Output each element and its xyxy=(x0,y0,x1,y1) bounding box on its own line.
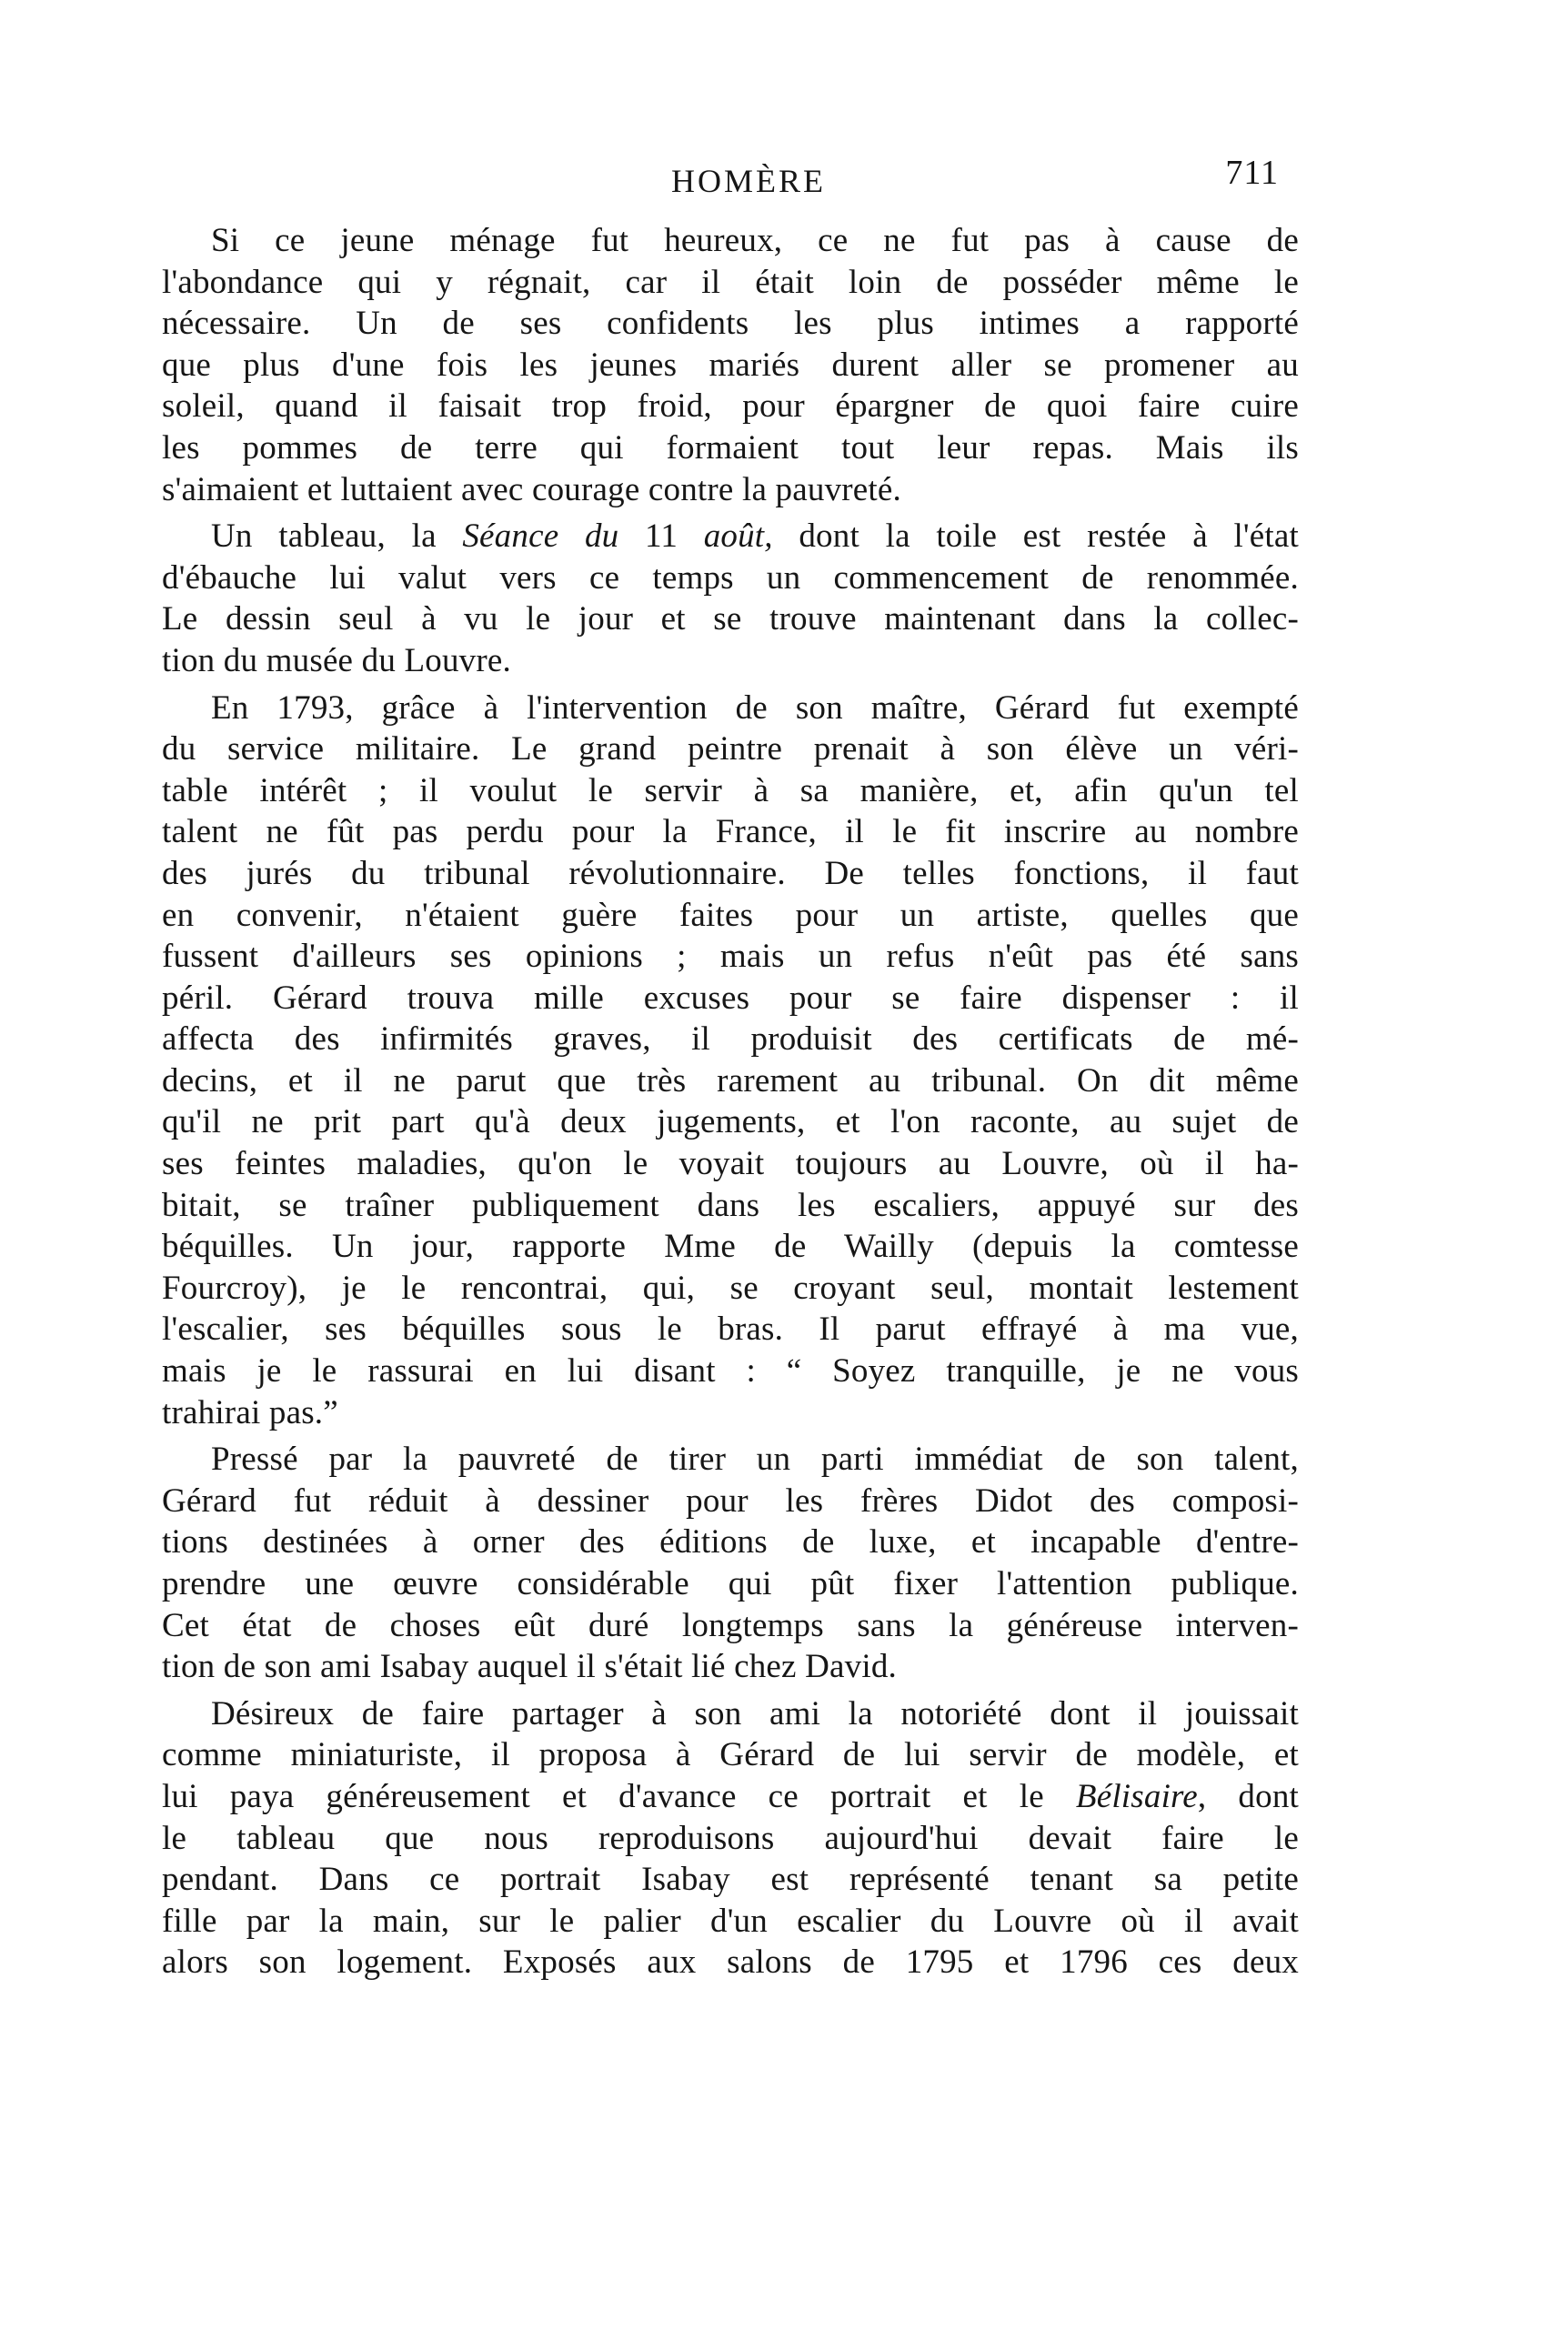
paragraph-3 xyxy=(162,688,1299,1434)
text-line: En 1793, grâce à l'intervention de son maître, Gérard fut exempté xyxy=(211,688,1299,727)
text-line: bitait, se traîner publiquement dans les escaliers, appuyé sur des xyxy=(162,1186,1299,1224)
text-line: nécessaire. Un de ses confidents les plus intimes a rapporté xyxy=(162,305,1299,343)
body-text xyxy=(162,220,1299,1983)
text-line: l'abondance qui y régnait, car il était loin de posséder même le xyxy=(162,263,1299,301)
text-line: ses feintes maladies, qu'on le voyait toujours au Louvre, où il ha- xyxy=(162,1145,1299,1183)
text-line: que plus d'une fois les jeunes mariés durent aller se promener au xyxy=(162,346,1299,384)
text-line: talent ne fût pas perdu pour la France, il le fit inscrire au nombre xyxy=(162,813,1299,851)
text-line: l'escalier, ses béquilles sous le bras. Il parut effrayé à ma vue, xyxy=(162,1311,1299,1349)
page-number: 711 xyxy=(1225,154,1279,192)
text-line: Désireux de faire partager à son ami la notoriété dont il jouissait xyxy=(211,1694,1299,1732)
text-line: pendant. Dans ce portrait Isabay est représenté tenant sa petite xyxy=(162,1861,1299,1899)
text-line: du service militaire. Le grand peintre prenait à son élève un véri- xyxy=(162,730,1299,768)
text-line: alors son logement. Exposés aux salons de 1795 et 1796 ces deux xyxy=(162,1943,1299,1982)
text-line: Fourcroy), je le rencontrai, qui, se croyant seul, montait lestement xyxy=(162,1269,1299,1307)
text-run: dont la toile est restée à l'état xyxy=(772,517,1300,556)
text-line: péril. Gérard trouva mille excuses pour se faire dispenser : il xyxy=(162,979,1299,1017)
paragraph-4 xyxy=(162,1439,1299,1688)
text-line: mais je le rassurai en lui disant : “ Soyez tranquille, je ne vous xyxy=(162,1352,1299,1391)
text-line: Gérard fut réduit à dessiner pour les frères Didot des composi- xyxy=(162,1481,1299,1520)
running-title: HOMÈRE xyxy=(671,163,826,199)
book-page xyxy=(162,153,1299,1983)
text-line: béquilles. Un jour, rapporte Mme de Wailly (depuis la comtesse xyxy=(162,1228,1299,1266)
text-run: Un tableau, la xyxy=(211,517,463,556)
text-line: Si ce jeune ménage fut heureux, ce ne fut pas à cause de xyxy=(211,222,1299,259)
text-run: lui paya généreusement et d'avance ce portrait et le xyxy=(162,1777,1076,1815)
text-line xyxy=(162,516,1299,557)
text-line: soleil, quand il faisait trop froid, pour épargner de quoi faire cuire xyxy=(162,387,1299,426)
text-line: decins, et il ne parut que très rarement au tribunal. On dit même xyxy=(162,1061,1299,1100)
paragraph-2 xyxy=(162,516,1299,681)
running-head xyxy=(162,153,1299,207)
text-line: affecta des infirmités graves, il produisit des certificats de mé- xyxy=(162,1020,1299,1059)
paragraph-1 xyxy=(162,220,1299,510)
text-line: fussent d'ailleurs ses opinions ; mais un refus n'eût pas été sans xyxy=(162,938,1299,976)
text-line: Cet état de choses eût duré longtemps sans la généreuse interven- xyxy=(162,1606,1299,1644)
text-line: Pressé par la pauvreté de tirer un parti immédiat de son talent, xyxy=(211,1441,1299,1479)
text-line: les pommes de terre qui formaient tout leur repas. Mais ils xyxy=(162,428,1299,467)
paragraph-5 xyxy=(162,1693,1299,1983)
artwork-title: Séance du xyxy=(462,517,619,556)
text-line xyxy=(162,1776,1299,1818)
text-run: , dont xyxy=(1197,1777,1300,1815)
text-line: trahirai pas.” xyxy=(162,1393,338,1431)
text-line: tions destinées à orner des éditions de luxe, et incapable d'entre- xyxy=(162,1523,1299,1562)
text-line: le tableau que nous reproduisons aujourd'hui devait faire le xyxy=(162,1819,1299,1857)
artwork-title: Bélisaire xyxy=(1075,1777,1198,1815)
text-line: tion de son ami Isabay auquel il s'était lié chez David. xyxy=(162,1648,897,1686)
text-line: s'aimaient et luttaient avec courage contre la pauvreté. xyxy=(162,470,901,508)
text-line: comme miniaturiste, il proposa à Gérard de lui servir de modèle, et xyxy=(162,1736,1299,1774)
text-line: table intérêt ; il voulut le servir à sa manière, et, afin qu'un tel xyxy=(162,771,1299,809)
text-line: prendre une œuvre considérable qui pût fixer l'attention publique. xyxy=(162,1565,1299,1602)
artwork-title: août, xyxy=(703,517,773,556)
text-line: Le dessin seul à vu le jour et se trouve maintenant dans la collec- xyxy=(162,600,1299,638)
text-line: fille par la main, sur le palier d'un escalier du Louvre où il avait xyxy=(162,1902,1299,1940)
text-line: des jurés du tribunal révolutionnaire. De telles fonctions, il faut xyxy=(162,854,1299,892)
text-line: en convenir, n'étaient guère faites pour un artiste, quelles que xyxy=(162,896,1299,934)
text-run: 11 xyxy=(618,517,704,556)
text-line: d'ébauche lui valut vers ce temps un commencement de renommée. xyxy=(162,558,1299,597)
text-line: tion du musée du Louvre. xyxy=(162,641,511,679)
text-line: qu'il ne prit part qu'à deux jugements, et l'on raconte, au sujet de xyxy=(162,1103,1299,1141)
